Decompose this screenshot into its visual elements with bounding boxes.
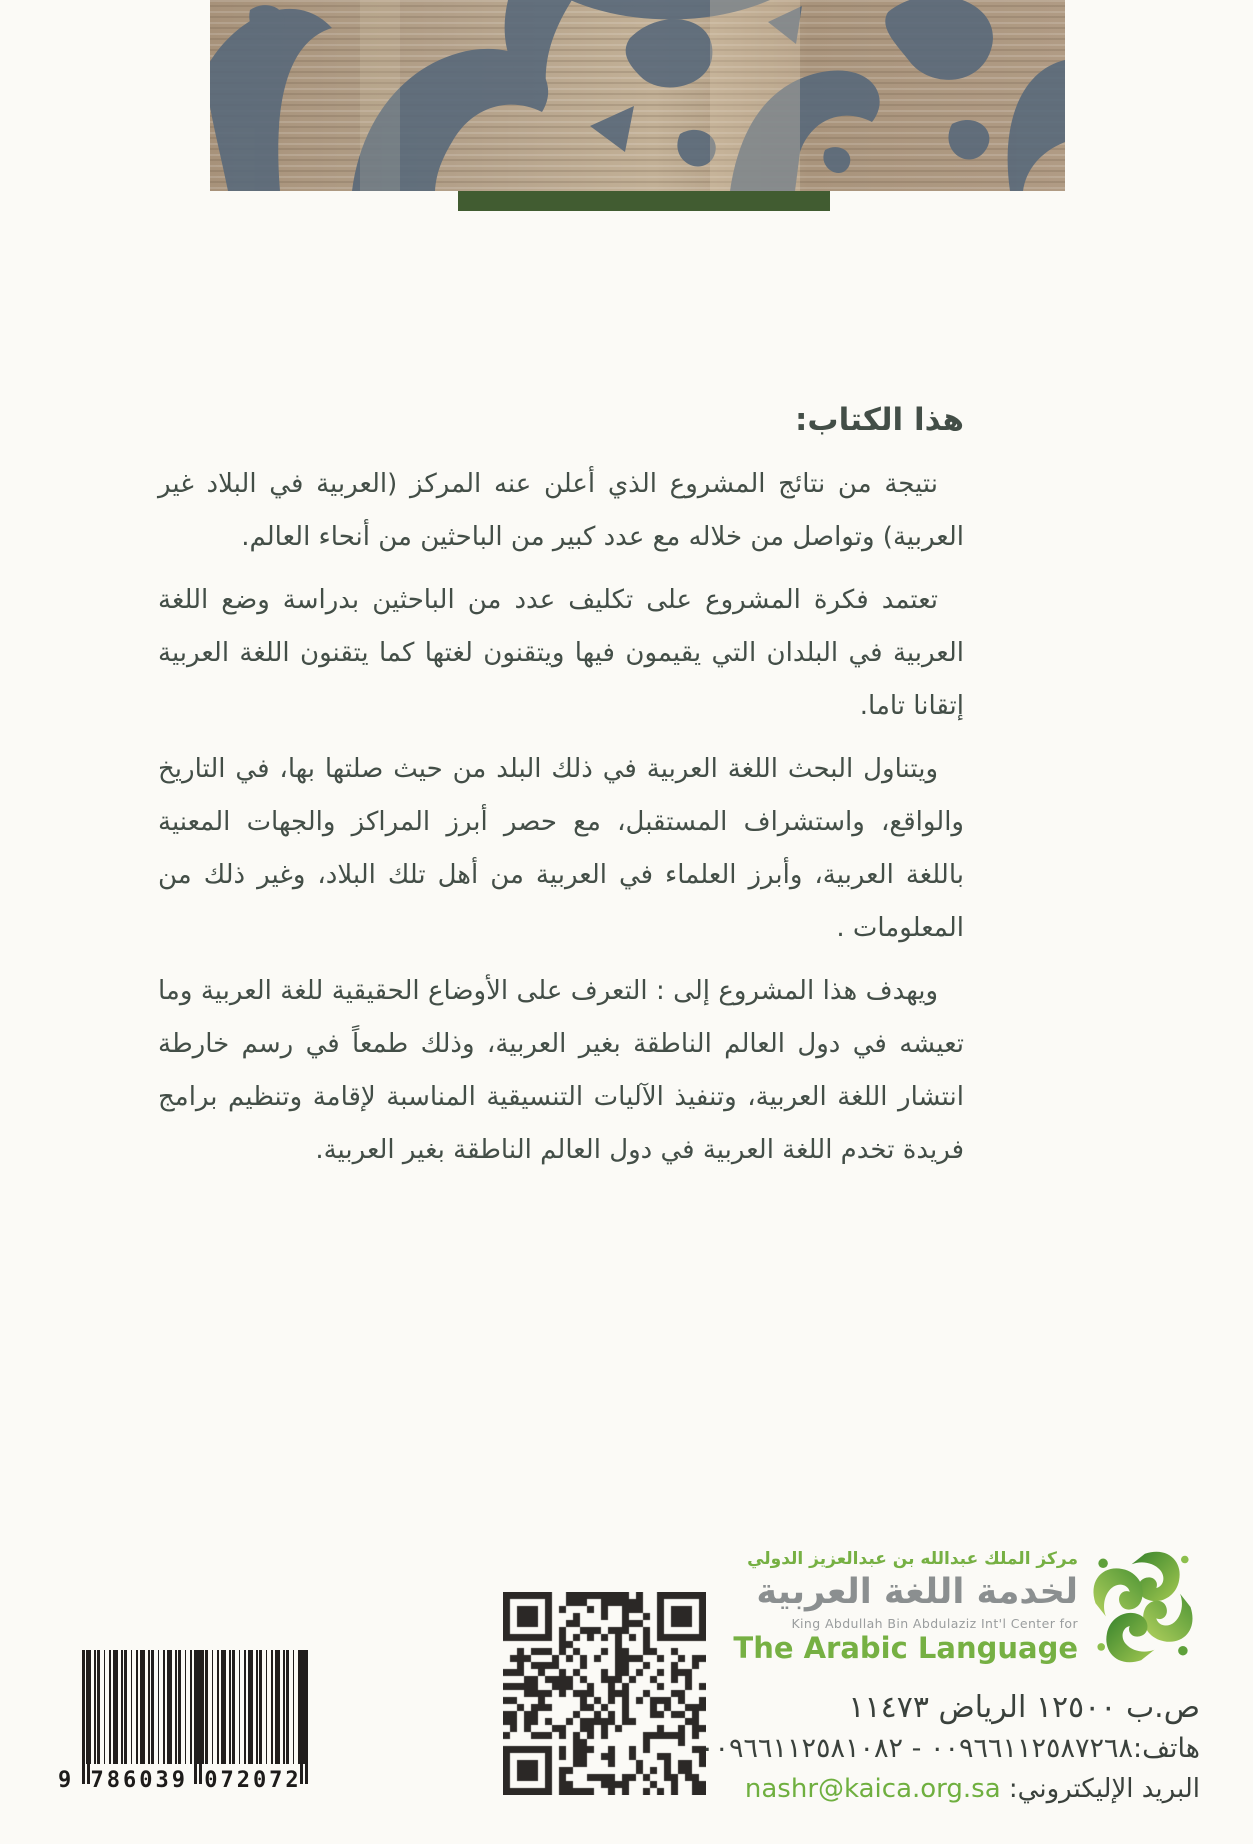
blurb-paragraph-2: تعتمد فكرة المشروع على تكليف عدد من الباحثين بدراسة وضع اللغة العربية في البلدان التي يقيمون فيها ويتقنون لغتها كما يتقنون اللغة العربية إتقانا تاما.: [158, 585, 964, 721]
barcode-guard-right: [300, 1650, 308, 1784]
calligraphy-banner: [210, 0, 1065, 191]
calligraphy-art-icon: [210, 0, 1065, 191]
publisher-name-arabic-large: لخدمة اللغة العربية: [756, 1572, 1078, 1612]
publisher-name-english-large: The Arabic Language: [733, 1631, 1078, 1665]
blurb-paragraph-1: نتيجة من نتائج المشروع الذي أعلن عنه المركز (العربية في البلاد غير العربية) وتواصل من خلاله مع عدد كبير من الباحثين من أنحاء العالم.: [158, 469, 964, 552]
kaica-logo-emblem-icon: [1086, 1543, 1200, 1671]
isbn-barcode: [58, 1650, 308, 1795]
blurb-paragraph-4: ويهدف هذا المشروع إلى : التعرف على الأوضاع الحقيقية للغة العربية وما تعيشه في دول العالم الناطقة بغير العربية، وذلك طمعاً في رسم خارطة انتشار اللغة العربية، وتنفيذ الآليات التنسيقية المناسبة لإقامة وتنظيم برامج فريدة تخدم اللغة العربية في دول العالم الناطقة بغير العربية.: [158, 976, 964, 1165]
publisher-logo-block: [658, 1548, 1078, 1665]
barcode-guard-left: [82, 1650, 90, 1784]
book-blurb: [158, 396, 964, 1187]
publisher-contact-block: [550, 1690, 1200, 1812]
blurb-heading: هذا الكتاب:: [795, 402, 964, 438]
email-label: البريد الإليكتروني:: [1008, 1774, 1200, 1804]
blurb-paragraph-3: ويتناول البحث اللغة العربية في ذلك البلد من حيث صلتها بها، في التاريخ والواقع، واستشراف المستقبل، مع حصر أبرز المراكز والجهات المعنية باللغة العربية، وأبرز العلماء في العربية من أهل تلك البلاد، وغير ذلك من المعلومات .: [158, 754, 964, 943]
barcode-number: 9 786039 072072: [58, 1764, 308, 1795]
email-line: [550, 1772, 1200, 1806]
email-address: nashr@kaica.org.sa: [744, 1774, 1001, 1804]
publisher-name-arabic-small: مركز الملك عبدالله بن عبدالعزيز الدولي: [747, 1549, 1078, 1569]
green-accent-strip: [458, 191, 830, 211]
phone-line: هاتف:٠٠٩٦٦١١٢٥٨٧٢٦٨ - ٠٠٩٦٦١١٢٥٨١٠٨٢: [699, 1733, 1200, 1764]
barcode-guard-middle: [194, 1650, 202, 1784]
pobox-line: ص.ب ١٢٥٠٠ الرياض ١١٤٧٣: [848, 1690, 1200, 1725]
publisher-name-english-small: King Abdullah Bin Abdulaziz Int'l Center for: [791, 1616, 1078, 1631]
